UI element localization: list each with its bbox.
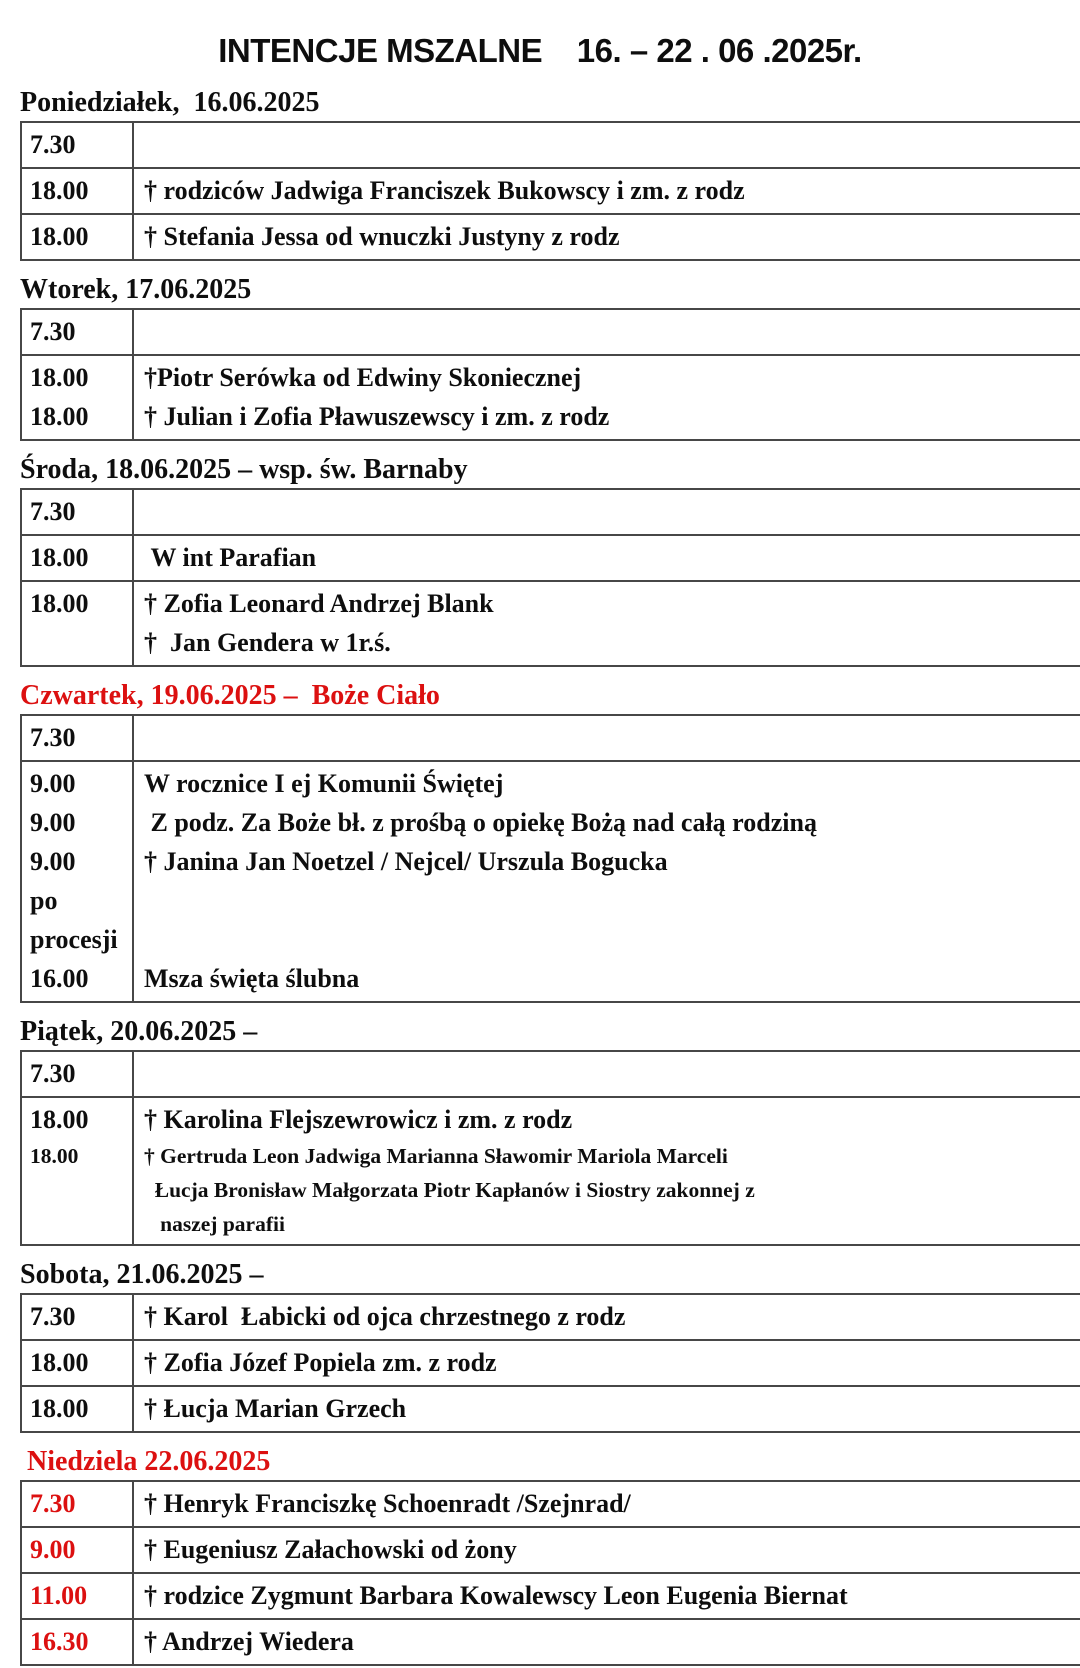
time-cell: 9.00 xyxy=(30,847,76,876)
table-row xyxy=(22,354,1080,439)
intentions-table xyxy=(20,121,1080,261)
intention-column xyxy=(134,356,1080,439)
table-row xyxy=(22,1052,1080,1096)
time-cell: 7.30 xyxy=(30,1059,76,1088)
time-cell: 18.00 xyxy=(30,1348,89,1377)
day-header: Sobota, 21.06.2025 – xyxy=(20,1259,264,1290)
intention-cell: † Henryk Franciszkę Schoenradt /Szejnrad/ xyxy=(144,1489,631,1518)
intention-cell: Łucja Bronisław Małgorzata Piotr Kapłanów i Siostry zakonnej z xyxy=(144,1178,755,1202)
time-column xyxy=(22,1295,134,1339)
intention-column xyxy=(134,536,1080,580)
day-section xyxy=(0,1015,1080,1246)
time-cell: 11.00 xyxy=(30,1581,88,1610)
time-column xyxy=(22,1528,134,1572)
table-row xyxy=(22,490,1080,534)
table-row xyxy=(22,1526,1080,1572)
intention-column xyxy=(134,310,1080,354)
time-column xyxy=(22,1387,134,1431)
intention-cell xyxy=(144,881,1080,920)
intentions-table xyxy=(20,488,1080,667)
time-column xyxy=(22,1052,134,1096)
table-row xyxy=(22,1385,1080,1431)
intention-cell xyxy=(144,312,1080,351)
table-row xyxy=(22,1618,1080,1664)
time-cell: po xyxy=(30,886,58,915)
intention-cell xyxy=(144,920,1080,959)
intention-column xyxy=(134,1341,1080,1385)
time-cell: 18.00 xyxy=(30,543,89,572)
intention-column xyxy=(134,1482,1080,1526)
time-column xyxy=(22,123,134,167)
intention-column xyxy=(134,1098,1080,1244)
intentions-table xyxy=(20,714,1080,1003)
table-row xyxy=(22,123,1080,167)
table-row xyxy=(22,1339,1080,1385)
time-column xyxy=(22,716,134,760)
time-cell: 7.30 xyxy=(30,1302,76,1331)
intention-column xyxy=(134,169,1080,213)
day-section xyxy=(0,86,1080,261)
intention-cell: † Gertruda Leon Jadwiga Marianna Sławomir Mariola Marceli xyxy=(144,1144,728,1168)
time-column xyxy=(22,215,134,259)
intention-cell: Msza święta ślubna xyxy=(144,964,360,993)
time-cell: 16.00 xyxy=(30,964,89,993)
time-column xyxy=(22,762,134,1001)
time-column xyxy=(22,1098,134,1244)
intention-column xyxy=(134,1295,1080,1339)
time-column xyxy=(22,310,134,354)
table-row xyxy=(22,534,1080,580)
intention-cell: † rodzice Zygmunt Barbara Kowalewscy Leon Eugenia Biernat xyxy=(144,1581,848,1610)
intention-column xyxy=(134,490,1080,534)
time-column xyxy=(22,1620,134,1664)
time-cell xyxy=(30,1207,132,1241)
intentions-table xyxy=(20,1293,1080,1433)
intention-column xyxy=(134,1052,1080,1096)
intention-column xyxy=(134,1528,1080,1572)
table-row xyxy=(22,213,1080,259)
time-cell: 18.00 xyxy=(30,1144,79,1168)
time-column xyxy=(22,1574,134,1618)
time-cell: 7.30 xyxy=(30,723,76,752)
time-cell: 7.30 xyxy=(30,497,76,526)
page-title: INTENCJE MSZALNE 16. – 22 . 06 .2025r. xyxy=(218,32,862,69)
intention-cell xyxy=(144,1054,1080,1093)
intention-cell: Z podz. Za Boże bł. z prośbą o opiekę Bożą nad całą rodziną xyxy=(144,808,817,837)
intention-cell: W int Parafian xyxy=(144,543,317,572)
time-cell: 18.00 xyxy=(30,176,89,205)
time-cell: 7.30 xyxy=(30,130,76,159)
intention-cell: † Eugeniusz Załachowski od żony xyxy=(144,1535,517,1564)
intentions-table xyxy=(20,308,1080,441)
time-cell: 9.00 xyxy=(30,1535,76,1564)
time-cell: 7.30 xyxy=(30,317,76,346)
intention-column xyxy=(134,582,1080,665)
table-row xyxy=(22,716,1080,760)
intention-column xyxy=(134,1387,1080,1431)
time-cell xyxy=(30,623,132,662)
time-cell: 18.00 xyxy=(30,589,89,618)
table-row xyxy=(22,1572,1080,1618)
intention-cell: †Piotr Serówka od Edwiny Skoniecznej xyxy=(144,363,582,392)
time-column xyxy=(22,1341,134,1385)
intention-column xyxy=(134,716,1080,760)
intention-cell: † Łucja Marian Grzech xyxy=(144,1394,407,1423)
time-column xyxy=(22,490,134,534)
intention-cell xyxy=(144,125,1080,164)
table-row xyxy=(22,580,1080,665)
day-header: Czwartek, 19.06.2025 – Boże Ciało xyxy=(20,680,440,711)
intention-cell: W rocznice I ej Komunii Świętej xyxy=(144,769,504,798)
table-row xyxy=(22,310,1080,354)
intention-column xyxy=(134,215,1080,259)
day-header: Piątek, 20.06.2025 – xyxy=(20,1016,258,1047)
time-cell: 9.00 xyxy=(30,769,76,798)
schedule xyxy=(0,86,1080,1666)
day-header: Poniedziałek, 16.06.2025 xyxy=(20,87,320,118)
time-cell: 18.00 xyxy=(30,402,89,431)
time-cell: 18.00 xyxy=(30,1394,89,1423)
intention-column xyxy=(134,1574,1080,1618)
intention-cell: † Karol Łabicki od ojca chrzestnego z rodz xyxy=(144,1302,626,1331)
time-cell: 18.00 xyxy=(30,1105,89,1134)
day-section xyxy=(0,453,1080,667)
time-column xyxy=(22,536,134,580)
intention-cell: † Janina Jan Noetzel / Nejcel/ Urszula Bogucka xyxy=(144,847,668,876)
time-column xyxy=(22,356,134,439)
intentions-table xyxy=(20,1480,1080,1666)
intention-cell: † Zofia Józef Popiela zm. z rodz xyxy=(144,1348,497,1377)
intention-cell: † Julian i Zofia Pławuszewscy i zm. z rodz xyxy=(144,402,610,431)
time-column xyxy=(22,582,134,665)
time-cell: 9.00 xyxy=(30,808,76,837)
time-cell: 18.00 xyxy=(30,363,89,392)
day-section xyxy=(0,1258,1080,1433)
intention-column xyxy=(134,123,1080,167)
intention-cell xyxy=(144,718,1080,757)
time-cell xyxy=(30,1173,132,1207)
time-cell: procesji xyxy=(30,925,118,954)
table-row xyxy=(22,167,1080,213)
time-cell: 7.30 xyxy=(30,1489,76,1518)
intention-cell: † Stefania Jessa od wnuczki Justyny z rodz xyxy=(144,222,620,251)
intention-cell: † Zofia Leonard Andrzej Blank xyxy=(144,589,494,618)
time-column xyxy=(22,1482,134,1526)
time-cell: 18.00 xyxy=(30,222,89,251)
intention-cell: naszej parafii xyxy=(144,1212,285,1236)
intention-cell: † Karolina Flejszewrowicz i zm. z rodz xyxy=(144,1105,573,1134)
day-section xyxy=(0,1445,1080,1666)
table-row xyxy=(22,1096,1080,1244)
intention-column xyxy=(134,1620,1080,1664)
intention-cell: † rodziców Jadwiga Franciszek Bukowscy i zm. z rodz xyxy=(144,176,745,205)
day-section xyxy=(0,679,1080,1003)
table-row xyxy=(22,1295,1080,1339)
table-row xyxy=(22,1482,1080,1526)
day-header: Wtorek, 17.06.2025 xyxy=(20,274,252,305)
day-header: Środa, 18.06.2025 – wsp. św. Barnaby xyxy=(20,454,468,485)
intention-column xyxy=(134,762,1080,1001)
intention-cell: † Andrzej Wiedera xyxy=(144,1627,354,1656)
day-header: Niedziela 22.06.2025 xyxy=(20,1446,271,1477)
intentions-table xyxy=(20,1050,1080,1246)
table-row xyxy=(22,760,1080,1001)
day-section xyxy=(0,273,1080,441)
intention-cell: † Jan Gendera w 1r.ś. xyxy=(144,628,391,657)
intention-cell xyxy=(144,492,1080,531)
time-column xyxy=(22,169,134,213)
time-cell: 16.30 xyxy=(30,1627,89,1656)
